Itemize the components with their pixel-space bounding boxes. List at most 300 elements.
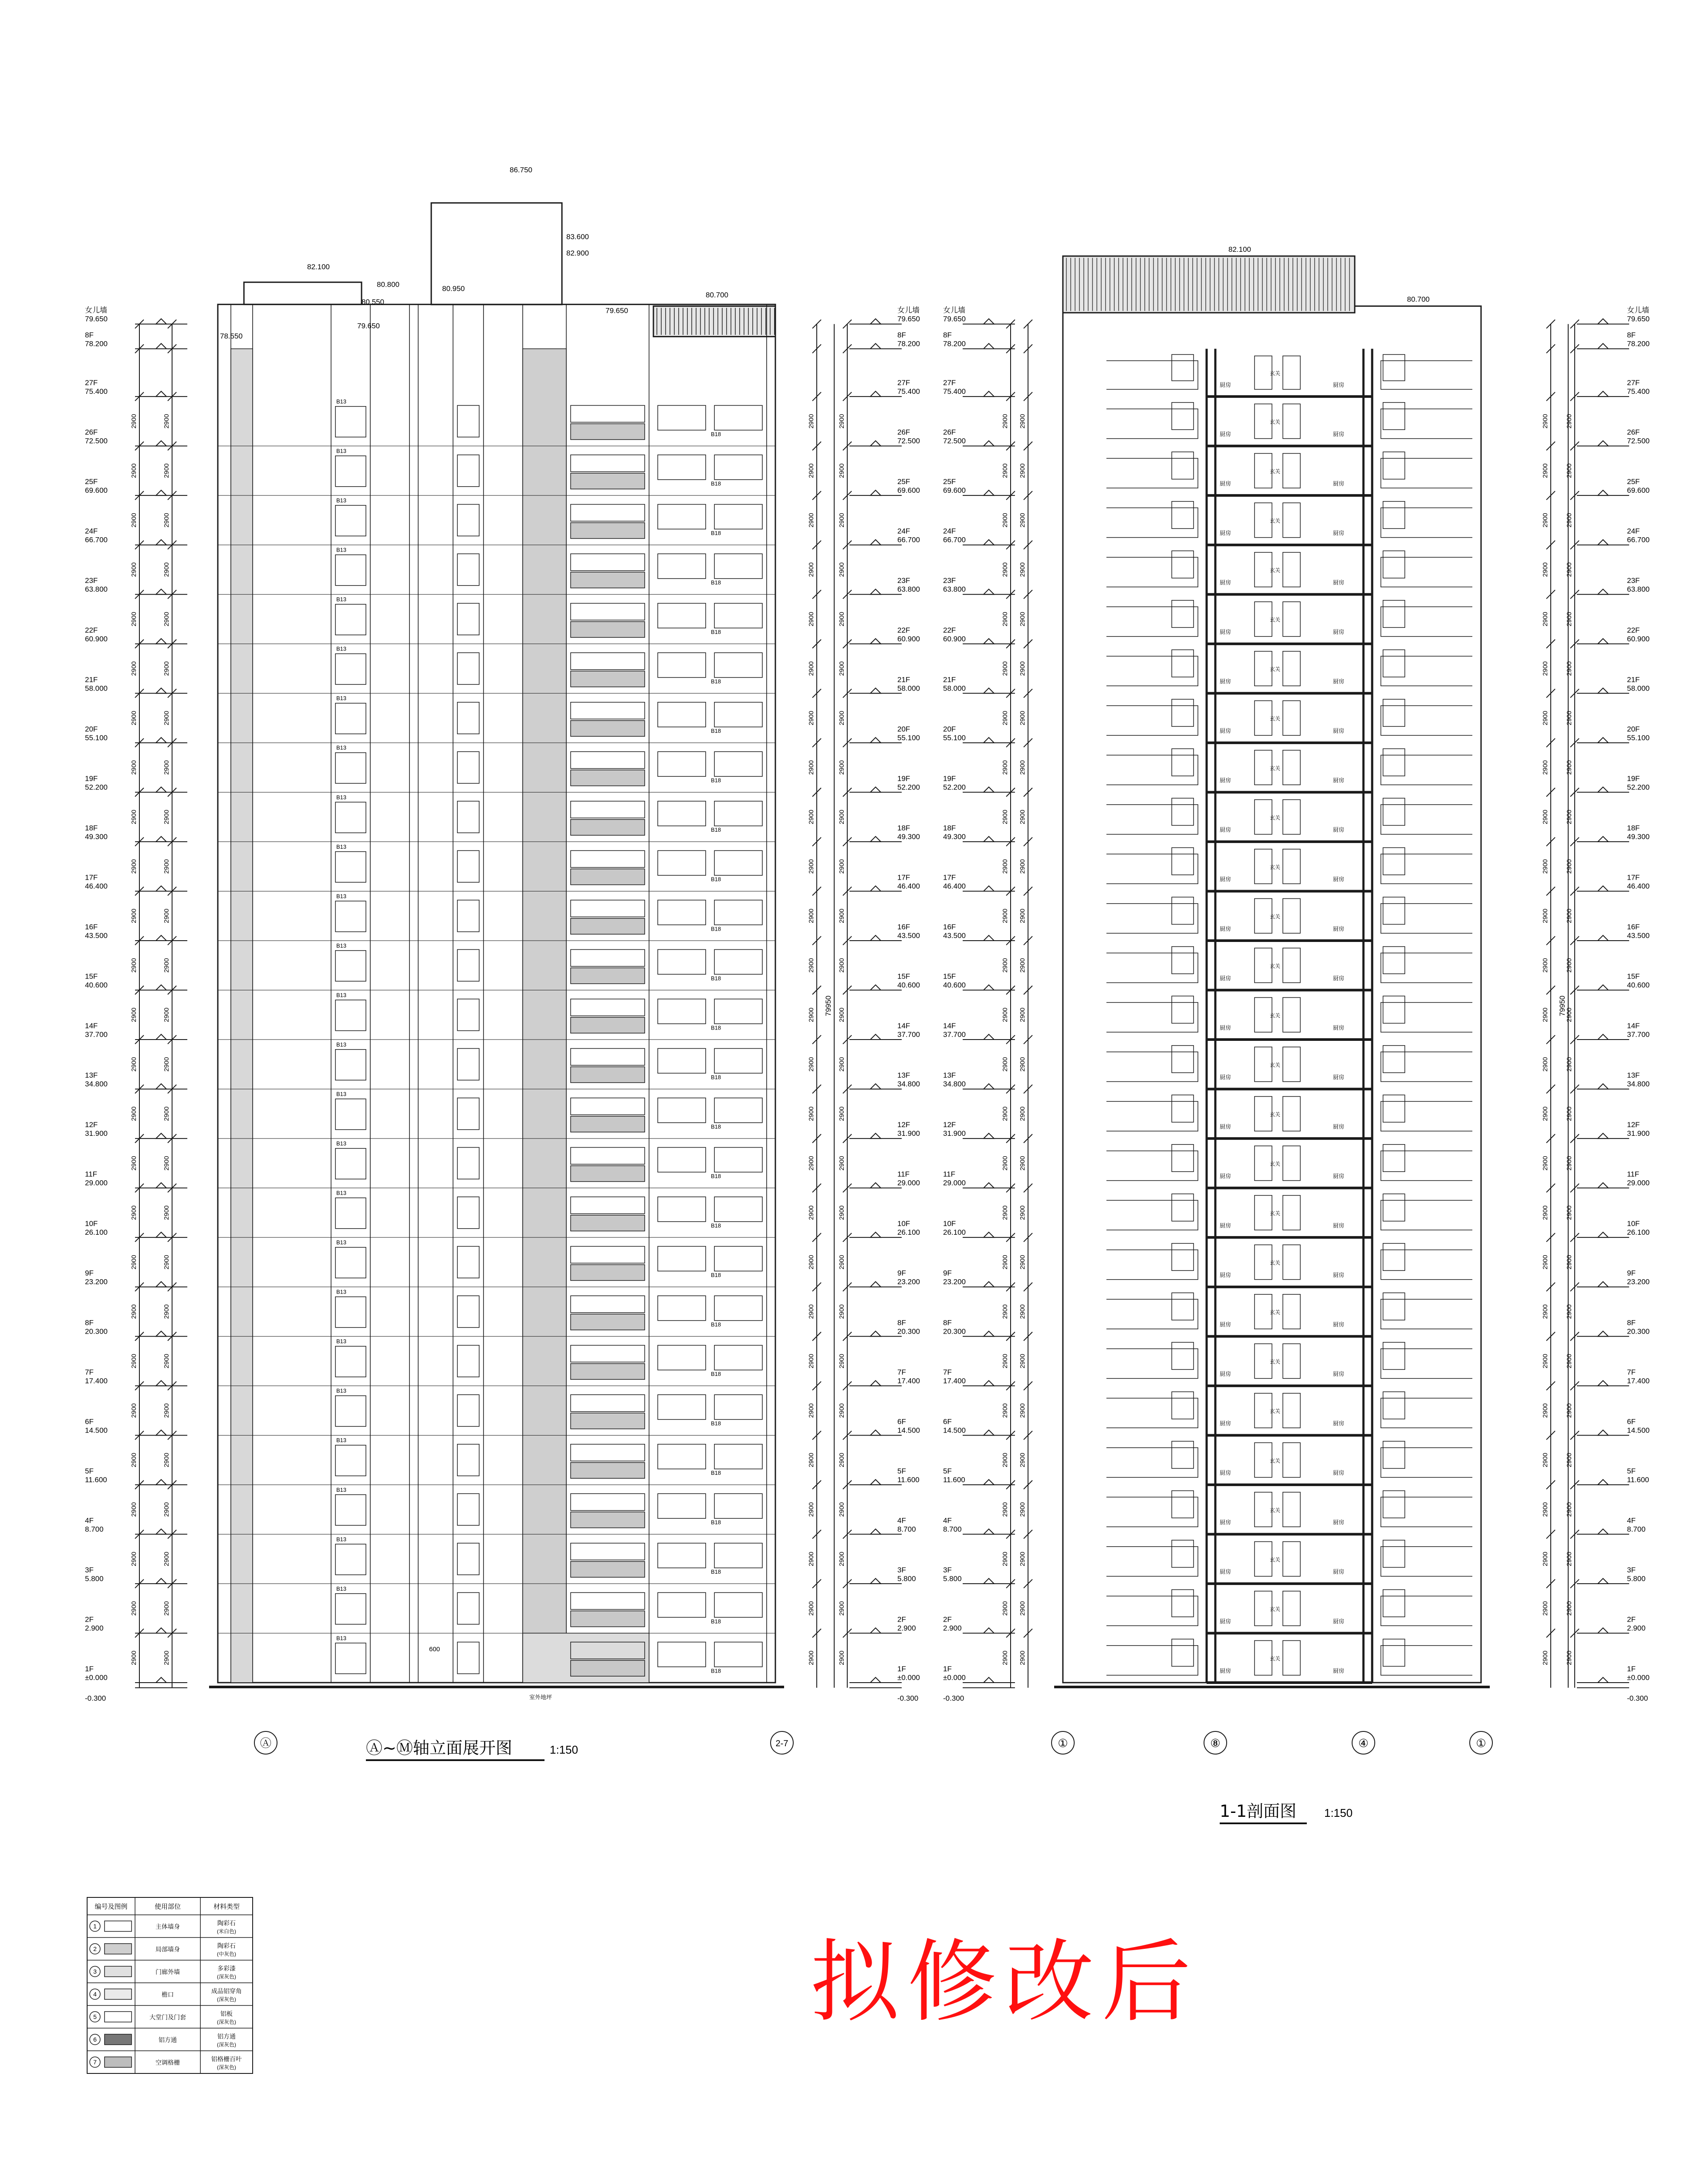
- elev-left-elev-label: 63.800: [85, 585, 108, 594]
- sect-right-dim-text: 2900: [1542, 1453, 1549, 1467]
- elevation-balcony-rail: [571, 721, 645, 736]
- section-room-label: 玄关: [1270, 1556, 1281, 1563]
- elev-right-elev-label: 34.800: [897, 1080, 920, 1088]
- section-door: [1283, 1640, 1300, 1675]
- elevation-window: [714, 1296, 762, 1321]
- elev-right-sub-dim-text: 2900: [838, 711, 846, 725]
- sect-right-dim-text: 2900: [1542, 1650, 1549, 1665]
- elev-right-elev-label: 69.600: [897, 486, 920, 495]
- section-balcony-right: [1381, 706, 1472, 735]
- sect-left-floor-label: 21F: [943, 675, 956, 684]
- sect-right-elev-label: 55.100: [1627, 733, 1650, 742]
- section-room-label: 厨房: [1333, 629, 1345, 636]
- section-room-label: 厨房: [1333, 1568, 1345, 1575]
- elev-right-level-marker-icon: [870, 688, 881, 693]
- elevation-window: [457, 406, 479, 437]
- elevation-window: [335, 1643, 366, 1673]
- sect-right-floor-label: 7F: [1627, 1368, 1636, 1376]
- sect-right-dim-text: 2900: [1542, 1057, 1549, 1072]
- sect-left-floor-label: 13F: [943, 1071, 956, 1080]
- elevation-window-tag: B13: [336, 695, 347, 702]
- legend-material: 陶彩石: [217, 1920, 236, 1927]
- elevation-window: [571, 850, 645, 867]
- elevation-window-tag: B13: [336, 1585, 347, 1592]
- section-window: [1383, 650, 1405, 677]
- section-window: [1172, 501, 1194, 528]
- section-door: [1255, 1196, 1272, 1230]
- elev-right-dim-text: 2900: [808, 1354, 815, 1368]
- elev-left-floor-label: 15F: [85, 972, 98, 981]
- section-window: [1383, 1590, 1405, 1617]
- elev-left-floor-label: 14F: [85, 1022, 98, 1030]
- sect-left-level-marker-icon: [984, 391, 994, 396]
- section-room-label: 厨房: [1333, 1172, 1345, 1179]
- elev-left-dim-text: 2900: [130, 1453, 138, 1467]
- elev-right-dim-text: 2900: [808, 760, 815, 775]
- sect-left-level-marker-icon: [984, 886, 994, 891]
- section-room-label: 玄关: [1270, 1457, 1281, 1464]
- elevation-window: [335, 951, 366, 981]
- elevation-window: [335, 1000, 366, 1030]
- legend-note: (深灰色): [217, 2042, 236, 2048]
- elev-right-dim-text: 2900: [808, 1650, 815, 1665]
- elev-right-sub-dim-text: 2900: [838, 859, 846, 874]
- sect-right-ground-label: -0.300: [1627, 1694, 1648, 1703]
- sect-left-level-marker-icon: [984, 1677, 994, 1683]
- sect-right-elev-label: 37.700: [1627, 1030, 1650, 1039]
- section-balcony-right: [1381, 1200, 1472, 1230]
- sect-left-sub-dim-text: 2900: [1019, 1354, 1026, 1368]
- legend-material: 陶彩石: [217, 1942, 236, 1949]
- sect-right-floor-label: 23F: [1627, 576, 1640, 585]
- sect-right-sub-dim-text: 2900: [1566, 1354, 1573, 1368]
- section-scale: 1:150: [1324, 1806, 1353, 1819]
- elev-left-elev-label: 17.400: [85, 1376, 108, 1385]
- elev-right-level-marker-icon: [870, 490, 881, 495]
- section-balcony-right: [1381, 1101, 1472, 1131]
- elev-right-sub-dim-text: 2900: [838, 1057, 846, 1072]
- sect-right-floor-label: 女儿墙: [1627, 306, 1649, 315]
- elevation-window: [571, 603, 645, 620]
- elevation-top-elev-label: 79.650: [605, 306, 628, 315]
- elevation-window: [658, 1148, 706, 1172]
- elevation-window: [571, 1296, 645, 1313]
- section-room-label: 厨房: [1333, 1371, 1345, 1378]
- elev-right-elev-label: 58.000: [897, 684, 920, 693]
- elev-left-dim-text: 2900: [130, 661, 138, 676]
- elev-left-floor-label: 26F: [85, 428, 98, 437]
- elev-right-elev-label: 55.100: [897, 733, 920, 742]
- sect-left-dim-text: 2900: [1001, 1205, 1009, 1220]
- section-balcony-left: [1106, 1101, 1198, 1131]
- sect-right-level-marker-icon: [1598, 589, 1608, 594]
- sect-left-floor-label: 22F: [943, 626, 956, 634]
- elevation-window: [571, 554, 645, 571]
- sect-left-elev-label: 63.800: [943, 585, 966, 594]
- sect-right-floor-label: 5F: [1627, 1467, 1636, 1475]
- elevation-window: [714, 1098, 762, 1123]
- elev-left-sub-dim-text: 2900: [163, 1057, 170, 1072]
- elev-left-floor-label: 22F: [85, 626, 98, 634]
- section-door: [1255, 898, 1272, 933]
- sect-right-dim-text: 2900: [1542, 513, 1549, 528]
- elev-right-dim-text: 2900: [808, 1205, 815, 1220]
- legend-part: 铝方通: [159, 2036, 177, 2043]
- section-window: [1172, 1293, 1194, 1320]
- elev-left-dim-text: 2900: [130, 760, 138, 775]
- section-window: [1172, 848, 1194, 875]
- section-door: [1255, 1591, 1272, 1626]
- elev-left-dim-text: 2900: [130, 414, 138, 429]
- elevation-window-tag: B18: [711, 826, 721, 833]
- sect-left-level-marker-icon: [984, 1133, 994, 1138]
- elevation-window: [571, 1148, 645, 1165]
- section-room-label: 玄关: [1270, 1260, 1281, 1266]
- section-room-label: 玄关: [1270, 963, 1281, 969]
- section-door: [1255, 1097, 1272, 1131]
- legend-part: 空调格栅: [156, 2059, 180, 2066]
- elev-left-elev-label: 58.000: [85, 684, 108, 693]
- sect-right-level-marker-icon: [1598, 1133, 1608, 1138]
- elev-right-dim-text: 2900: [808, 562, 815, 577]
- elev-left-elev-label: 31.900: [85, 1129, 108, 1138]
- elevation-window: [571, 1395, 645, 1412]
- elev-right-level-marker-icon: [870, 1677, 881, 1683]
- section-room-label: 厨房: [1333, 480, 1345, 487]
- section-room-label: 厨房: [1333, 975, 1345, 982]
- sect-right-floor-label: 20F: [1627, 725, 1640, 733]
- sect-left-elev-label: 37.700: [943, 1030, 966, 1039]
- elevation-window: [658, 1592, 706, 1617]
- legend-swatch: [105, 1921, 132, 1931]
- elevation-window: [658, 1247, 706, 1271]
- section-room-label: 厨房: [1333, 1222, 1345, 1229]
- elev-right-dim-text: 2900: [808, 1255, 815, 1270]
- sect-right-sub-dim-text: 2900: [1566, 414, 1573, 429]
- legend-note: (深灰色): [217, 1974, 236, 1980]
- elevation-window: [335, 406, 366, 437]
- elev-right-floor-label: 3F: [897, 1565, 906, 1574]
- elev-left-sub-dim-text: 2900: [163, 1502, 170, 1517]
- section-balcony-right: [1381, 953, 1472, 982]
- sect-left-dim-text: 2900: [1001, 1106, 1009, 1121]
- elevation-top-elev-label: 82.100: [307, 262, 330, 271]
- section-axis-label: ⑧: [1210, 1737, 1221, 1750]
- section-room-label: 厨房: [1333, 430, 1345, 437]
- section-room-label: 厨房: [1333, 777, 1345, 784]
- sect-right-dim-text: 2900: [1542, 859, 1549, 874]
- elev-right-sub-dim-text: 2900: [838, 1502, 846, 1517]
- elevation-window: [571, 455, 645, 472]
- elev-left-floor-label: 23F: [85, 576, 98, 585]
- sect-left-dim-text: 2900: [1001, 1304, 1009, 1319]
- elevation-window: [457, 1494, 479, 1525]
- section-room-label: 玄关: [1270, 814, 1281, 821]
- elevation-window-tag: B13: [336, 398, 347, 405]
- sect-left-sub-dim-text: 2900: [1019, 661, 1026, 676]
- section-balcony-left: [1106, 805, 1198, 834]
- section-balcony-right: [1381, 508, 1472, 538]
- elevation-window: [658, 900, 706, 925]
- elev-right-floor-label: 20F: [897, 725, 910, 733]
- elevation-window: [335, 604, 366, 635]
- sect-right-elev-label: 58.000: [1627, 684, 1650, 693]
- elevation-window-tag: B13: [336, 744, 347, 751]
- elevation-window: [658, 1098, 706, 1123]
- sect-left-elev-label: 55.100: [943, 733, 966, 742]
- elevation-balcony-rail: [571, 1463, 645, 1478]
- section-window: [1383, 452, 1405, 479]
- elev-right-sub-dim-text: 2900: [838, 513, 846, 528]
- section-door: [1255, 503, 1272, 537]
- elev-right-sub-dim-text: 2900: [838, 1551, 846, 1566]
- elev-right-floor-label: 22F: [897, 626, 910, 634]
- elev-left-sub-dim-text: 2900: [163, 562, 170, 577]
- elev-right-floor-label: 21F: [897, 675, 910, 684]
- elevation-scale: 1:150: [550, 1743, 578, 1756]
- sect-right-level-marker-icon: [1598, 886, 1608, 891]
- sect-left-dim-text: 2900: [1001, 612, 1009, 627]
- elev-left-level-marker-icon: [156, 1183, 166, 1188]
- legend-num: 2: [93, 1945, 97, 1952]
- elev-left-level-marker-icon: [156, 738, 166, 743]
- elev-left-elev-label: 66.700: [85, 535, 108, 544]
- section-window: [1172, 897, 1194, 924]
- section-room-label: 厨房: [1220, 1321, 1231, 1328]
- section-window: [1383, 798, 1405, 825]
- axis-label: 2-7: [775, 1739, 788, 1748]
- elevation-balcony-rail: [571, 572, 645, 588]
- elev-left-elev-label: 78.200: [85, 339, 108, 348]
- sect-left-elev-label: 8.700: [943, 1525, 962, 1534]
- elevation-window: [457, 702, 479, 734]
- elevation-balcony-rail: [571, 1166, 645, 1182]
- elev-left-level-marker-icon: [156, 935, 166, 941]
- legend-note: (米白色): [217, 1928, 236, 1934]
- sect-left-dim-text: 2900: [1001, 810, 1009, 824]
- sect-right-elev-label: 46.400: [1627, 882, 1650, 891]
- sect-left-dim-text: 2900: [1001, 562, 1009, 577]
- elev-right-floor-label: 27F: [897, 379, 910, 387]
- sect-left-floor-label: 8F: [943, 331, 952, 339]
- elevation-window: [335, 1247, 366, 1278]
- elevation-window-tag: B18: [711, 975, 721, 982]
- section-window: [1383, 947, 1405, 974]
- elevation-window: [714, 1048, 762, 1073]
- elevation-window: [335, 852, 366, 882]
- elevation-top-elev-label: 80.800: [377, 280, 399, 289]
- elev-right-level-marker-icon: [870, 1381, 881, 1386]
- sect-left-floor-label: 20F: [943, 725, 956, 733]
- elev-right-sub-dim-text: 2900: [838, 1453, 846, 1467]
- section-room-label: 玄关: [1270, 715, 1281, 722]
- section-balcony-right: [1381, 1398, 1472, 1428]
- elev-left-floor-label: 6F: [85, 1417, 94, 1426]
- elev-left-dim-text: 2900: [130, 1601, 138, 1616]
- elev-right-elev-label: 29.000: [897, 1179, 920, 1187]
- sect-right-sub-dim-text: 2900: [1566, 760, 1573, 775]
- sect-right-elev-label: 52.200: [1627, 783, 1650, 792]
- sect-right-sub-dim-text: 2900: [1566, 513, 1573, 528]
- elev-right-floor-label: 26F: [897, 428, 910, 437]
- sect-right-dim-text: 2900: [1542, 1502, 1549, 1517]
- elevation-window-tag: B18: [711, 1222, 721, 1229]
- elev-right-sub-dim-text: 2900: [838, 1601, 846, 1616]
- elev-right-dim-text: 2900: [808, 1502, 815, 1517]
- elev-left-elev-label: 60.900: [85, 634, 108, 643]
- section-door: [1255, 356, 1272, 390]
- elev-right-dim-text: 2900: [808, 1403, 815, 1418]
- sect-left-sub-dim-text: 2900: [1019, 1304, 1026, 1319]
- elev-left-elev-label: 55.100: [85, 733, 108, 742]
- sect-right-elev-label: 79.650: [1627, 315, 1650, 323]
- sect-right-floor-label: 14F: [1627, 1022, 1640, 1030]
- section-door: [1255, 1640, 1272, 1675]
- elev-right-floor-label: 12F: [897, 1121, 910, 1129]
- elevation-window: [335, 1099, 366, 1129]
- sect-left-elev-label: 29.000: [943, 1179, 966, 1187]
- elev-left-elev-label: 37.700: [85, 1030, 108, 1039]
- elev-right-elev-label: 75.400: [897, 387, 920, 396]
- section-room-label: 玄关: [1270, 1161, 1281, 1167]
- sect-right-sub-dim-text: 2900: [1566, 711, 1573, 725]
- elevation-window: [457, 1048, 479, 1080]
- elevation-window: [571, 1197, 645, 1214]
- sect-left-elev-label: 23.200: [943, 1277, 966, 1286]
- section-room-label: 厨房: [1220, 480, 1231, 487]
- section-balcony-left: [1106, 854, 1198, 884]
- sect-right-floor-label: 21F: [1627, 675, 1640, 684]
- elev-left-level-marker-icon: [156, 639, 166, 644]
- elev-right-level-marker-icon: [870, 1529, 881, 1534]
- section-balcony-right: [1381, 1299, 1472, 1329]
- elev-left-elev-label: 75.400: [85, 387, 108, 396]
- elev-right-floor-label: 11F: [897, 1170, 910, 1179]
- elev-right-level-marker-icon: [870, 1282, 881, 1287]
- section-balcony-right: [1381, 409, 1472, 438]
- section-door: [1283, 1591, 1300, 1626]
- elev-right-dim-text: 2900: [808, 1453, 815, 1467]
- elev-left-dim-text: 2900: [130, 810, 138, 824]
- sect-left-level-marker-icon: [984, 1034, 994, 1040]
- elev-left-sub-dim-text: 2900: [163, 1403, 170, 1418]
- section-balcony-left: [1106, 953, 1198, 982]
- elevation-window: [457, 850, 479, 882]
- elev-left-dim-text: 2900: [130, 1304, 138, 1319]
- elev-right-floor-label: 15F: [897, 972, 910, 981]
- elevation-window: [571, 1444, 645, 1461]
- sect-left-elev-label: 72.500: [943, 437, 966, 445]
- sect-left-sub-dim-text: 2900: [1019, 1007, 1026, 1022]
- elevation-window: [714, 1197, 762, 1222]
- sect-left-elev-label: 58.000: [943, 684, 966, 693]
- section-door: [1283, 948, 1300, 982]
- sect-left-floor-label: 8F: [943, 1318, 952, 1327]
- section-room-label: 厨房: [1220, 728, 1231, 735]
- elevation-top-elev-label: 82.900: [566, 249, 589, 257]
- elevation-window: [658, 603, 706, 628]
- elevation-window-tag: B13: [336, 1288, 347, 1295]
- elevation-window-tag: B18: [711, 728, 721, 735]
- elev-left-sub-dim-text: 2900: [163, 760, 170, 775]
- elev-left-level-marker-icon: [156, 391, 166, 396]
- elevation-window: [335, 1198, 366, 1228]
- section-window: [1172, 1095, 1194, 1122]
- elevation-top-elev-label: 79.650: [357, 322, 380, 330]
- section-window: [1172, 1342, 1194, 1369]
- section-room-label: 玄关: [1270, 913, 1281, 920]
- legend-part: 局部墙身: [156, 1946, 180, 1953]
- elev-right-dim-text: 2900: [808, 958, 815, 973]
- sect-left-dim-text: 2900: [1001, 513, 1009, 528]
- legend-part: 檐口: [162, 1991, 174, 1998]
- elevation-window-tag: B18: [711, 1667, 721, 1674]
- section-window: [1383, 1342, 1405, 1369]
- elevation-window: [714, 505, 762, 529]
- elevation-top-elev-label: 83.600: [566, 233, 589, 241]
- section-room-label: 厨房: [1220, 826, 1231, 833]
- elev-left-sub-dim-text: 2900: [163, 958, 170, 973]
- section-room-label: 厨房: [1220, 629, 1231, 636]
- elev-left-elev-label: 69.600: [85, 486, 108, 495]
- sect-right-sub-dim-text: 2900: [1566, 1205, 1573, 1220]
- elev-right-sub-dim-text: 2900: [838, 1304, 846, 1319]
- section-window: [1383, 1441, 1405, 1468]
- elevation-window: [335, 1297, 366, 1327]
- elev-right-floor-label: 16F: [897, 922, 910, 931]
- elevation-window-tag: B18: [711, 1618, 721, 1625]
- elev-left-sub-dim-text: 2900: [163, 711, 170, 725]
- elev-right-floor-label: 5F: [897, 1467, 906, 1475]
- section-room-label: 厨房: [1333, 1667, 1345, 1674]
- section-balcony-right: [1381, 1052, 1472, 1081]
- elevation-window-tag: B18: [711, 629, 721, 636]
- sect-right-floor-label: 11F: [1627, 1170, 1640, 1179]
- sect-right-level-marker-icon: [1598, 1331, 1608, 1336]
- elev-left-dim-text: 2900: [130, 1502, 138, 1517]
- section-balcony-left: [1106, 409, 1198, 438]
- elevation-window-tag: B13: [336, 1635, 347, 1642]
- section-room-label: 厨房: [1333, 382, 1345, 389]
- sect-left-dim-text: 2900: [1001, 1156, 1009, 1171]
- sect-right-level-marker-icon: [1598, 639, 1608, 644]
- section-window: [1383, 848, 1405, 875]
- elev-left-floor-label: 13F: [85, 1071, 98, 1080]
- sect-left-ground-label: -0.300: [943, 1694, 964, 1703]
- section-room-label: 厨房: [1220, 1618, 1231, 1625]
- elev-left-elev-label: 20.300: [85, 1327, 108, 1336]
- elev-right-level-marker-icon: [870, 1430, 881, 1435]
- elevation-window-tag: B13: [336, 794, 347, 801]
- section-door: [1255, 998, 1272, 1032]
- elev-right-floor-label: 18F: [897, 823, 910, 832]
- elev-left-floor-label: 3F: [85, 1565, 94, 1574]
- section-room-label: 厨房: [1220, 1172, 1231, 1179]
- section-balcony-left: [1106, 1497, 1198, 1527]
- elevation-window: [658, 1444, 706, 1469]
- elevation-window: [457, 1247, 479, 1278]
- section-window: [1172, 1441, 1194, 1468]
- elev-left-level-marker-icon: [156, 1133, 166, 1138]
- sect-right-sub-dim-text: 2900: [1566, 1453, 1573, 1467]
- section-door: [1283, 503, 1300, 537]
- elevation-window: [571, 505, 645, 522]
- elevation-window: [658, 1197, 706, 1222]
- sect-right-dim-text: 2900: [1542, 810, 1549, 824]
- elevation-window: [658, 1543, 706, 1568]
- sect-right-elev-label: 43.500: [1627, 931, 1650, 940]
- sect-right-level-marker-icon: [1598, 540, 1608, 545]
